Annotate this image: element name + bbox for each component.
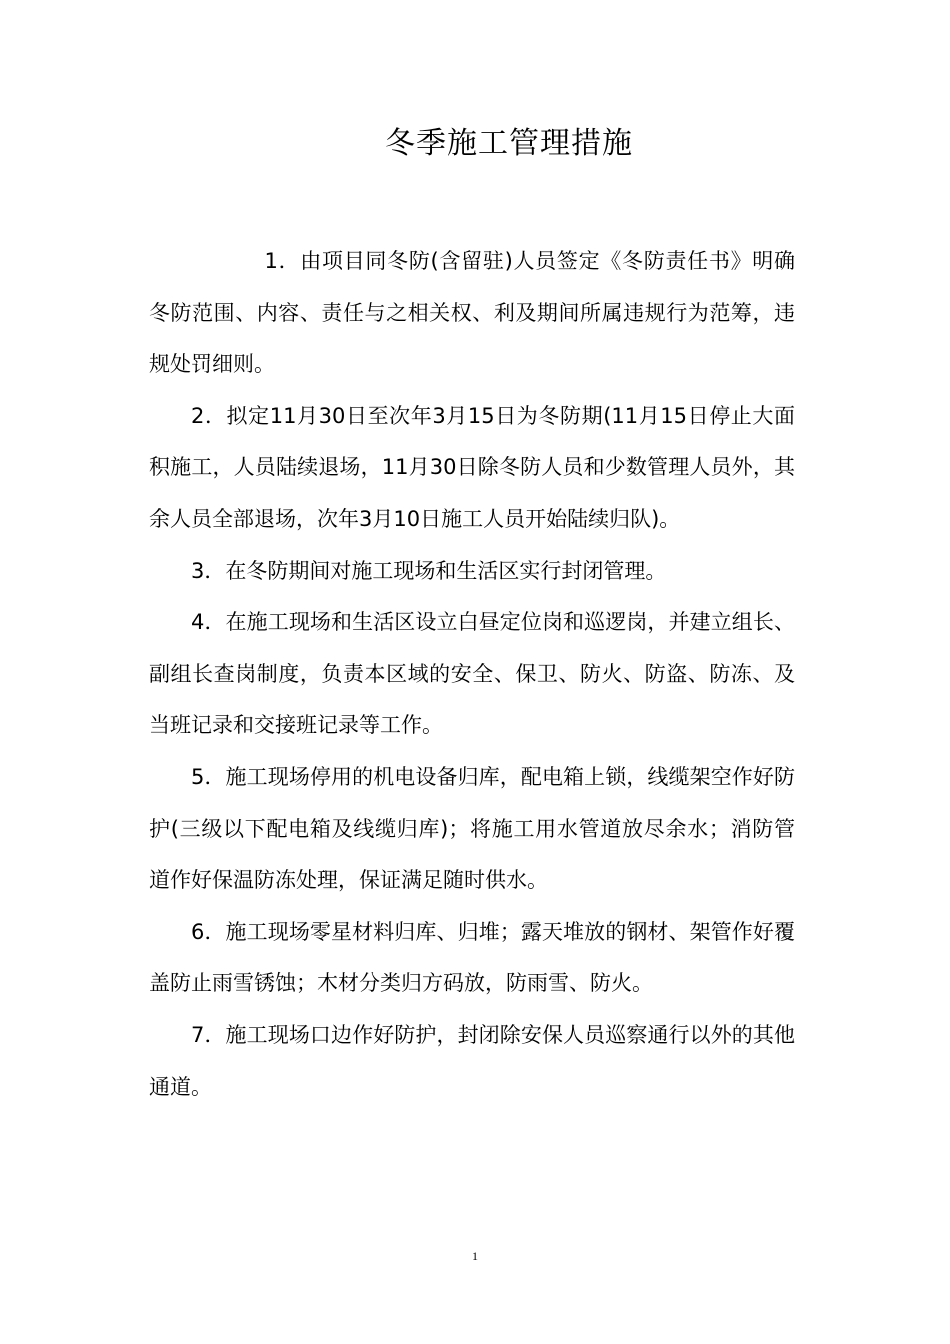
paragraph-1: 1．由项目同冬防(含留驻)人员签定《冬防责任书》明确冬防范围、内容、责任与之相关权、利及期间所属违规行为范筹，违规处罚细则。	[149, 249, 795, 377]
paragraph-7: 7．施工现场口边作好防护，封闭除安保人员巡察通行以外的其他通道。	[149, 1022, 795, 1099]
page-number: 1	[472, 1249, 478, 1263]
paragraph-3: 3．在冬防期间对施工现场和生活区实行封闭管理。	[191, 558, 667, 583]
document-body	[149, 236, 795, 1113]
paragraph-6: 6．施工现场零星材料归库、归堆；露天堆放的钢材、架管作好覆盖防止雨雪锈蚀；木材分类归方码放，防雨雪、防火。	[149, 919, 795, 996]
document-title: 冬季施工管理措施	[385, 126, 633, 161]
paragraph-4: 4．在施工现场和生活区设立白昼定位岗和巡逻岗，并建立组长、副组长查岗制度，负责本区域的安全、保卫、防火、防盗、防冻、及当班记录和交接班记录等工作。	[149, 610, 795, 738]
paragraph-2: 2．拟定11月30日至次年3月15日为冬防期(11月15日停止大面积施工，人员陆续退场，11月30日除冬防人员和少数管理人员外，其余人员全部退场，次年3月10日施工人员开始陆续归队)。	[149, 403, 795, 531]
paragraph-5: 5．施工现场停用的机电设备归库，配电箱上锁，线缆架空作好防护(三级以下配电箱及线缆归库)；将施工用水管道放尽余水；消防管道作好保温防冻处理，保证满足随时供水。	[149, 764, 795, 893]
